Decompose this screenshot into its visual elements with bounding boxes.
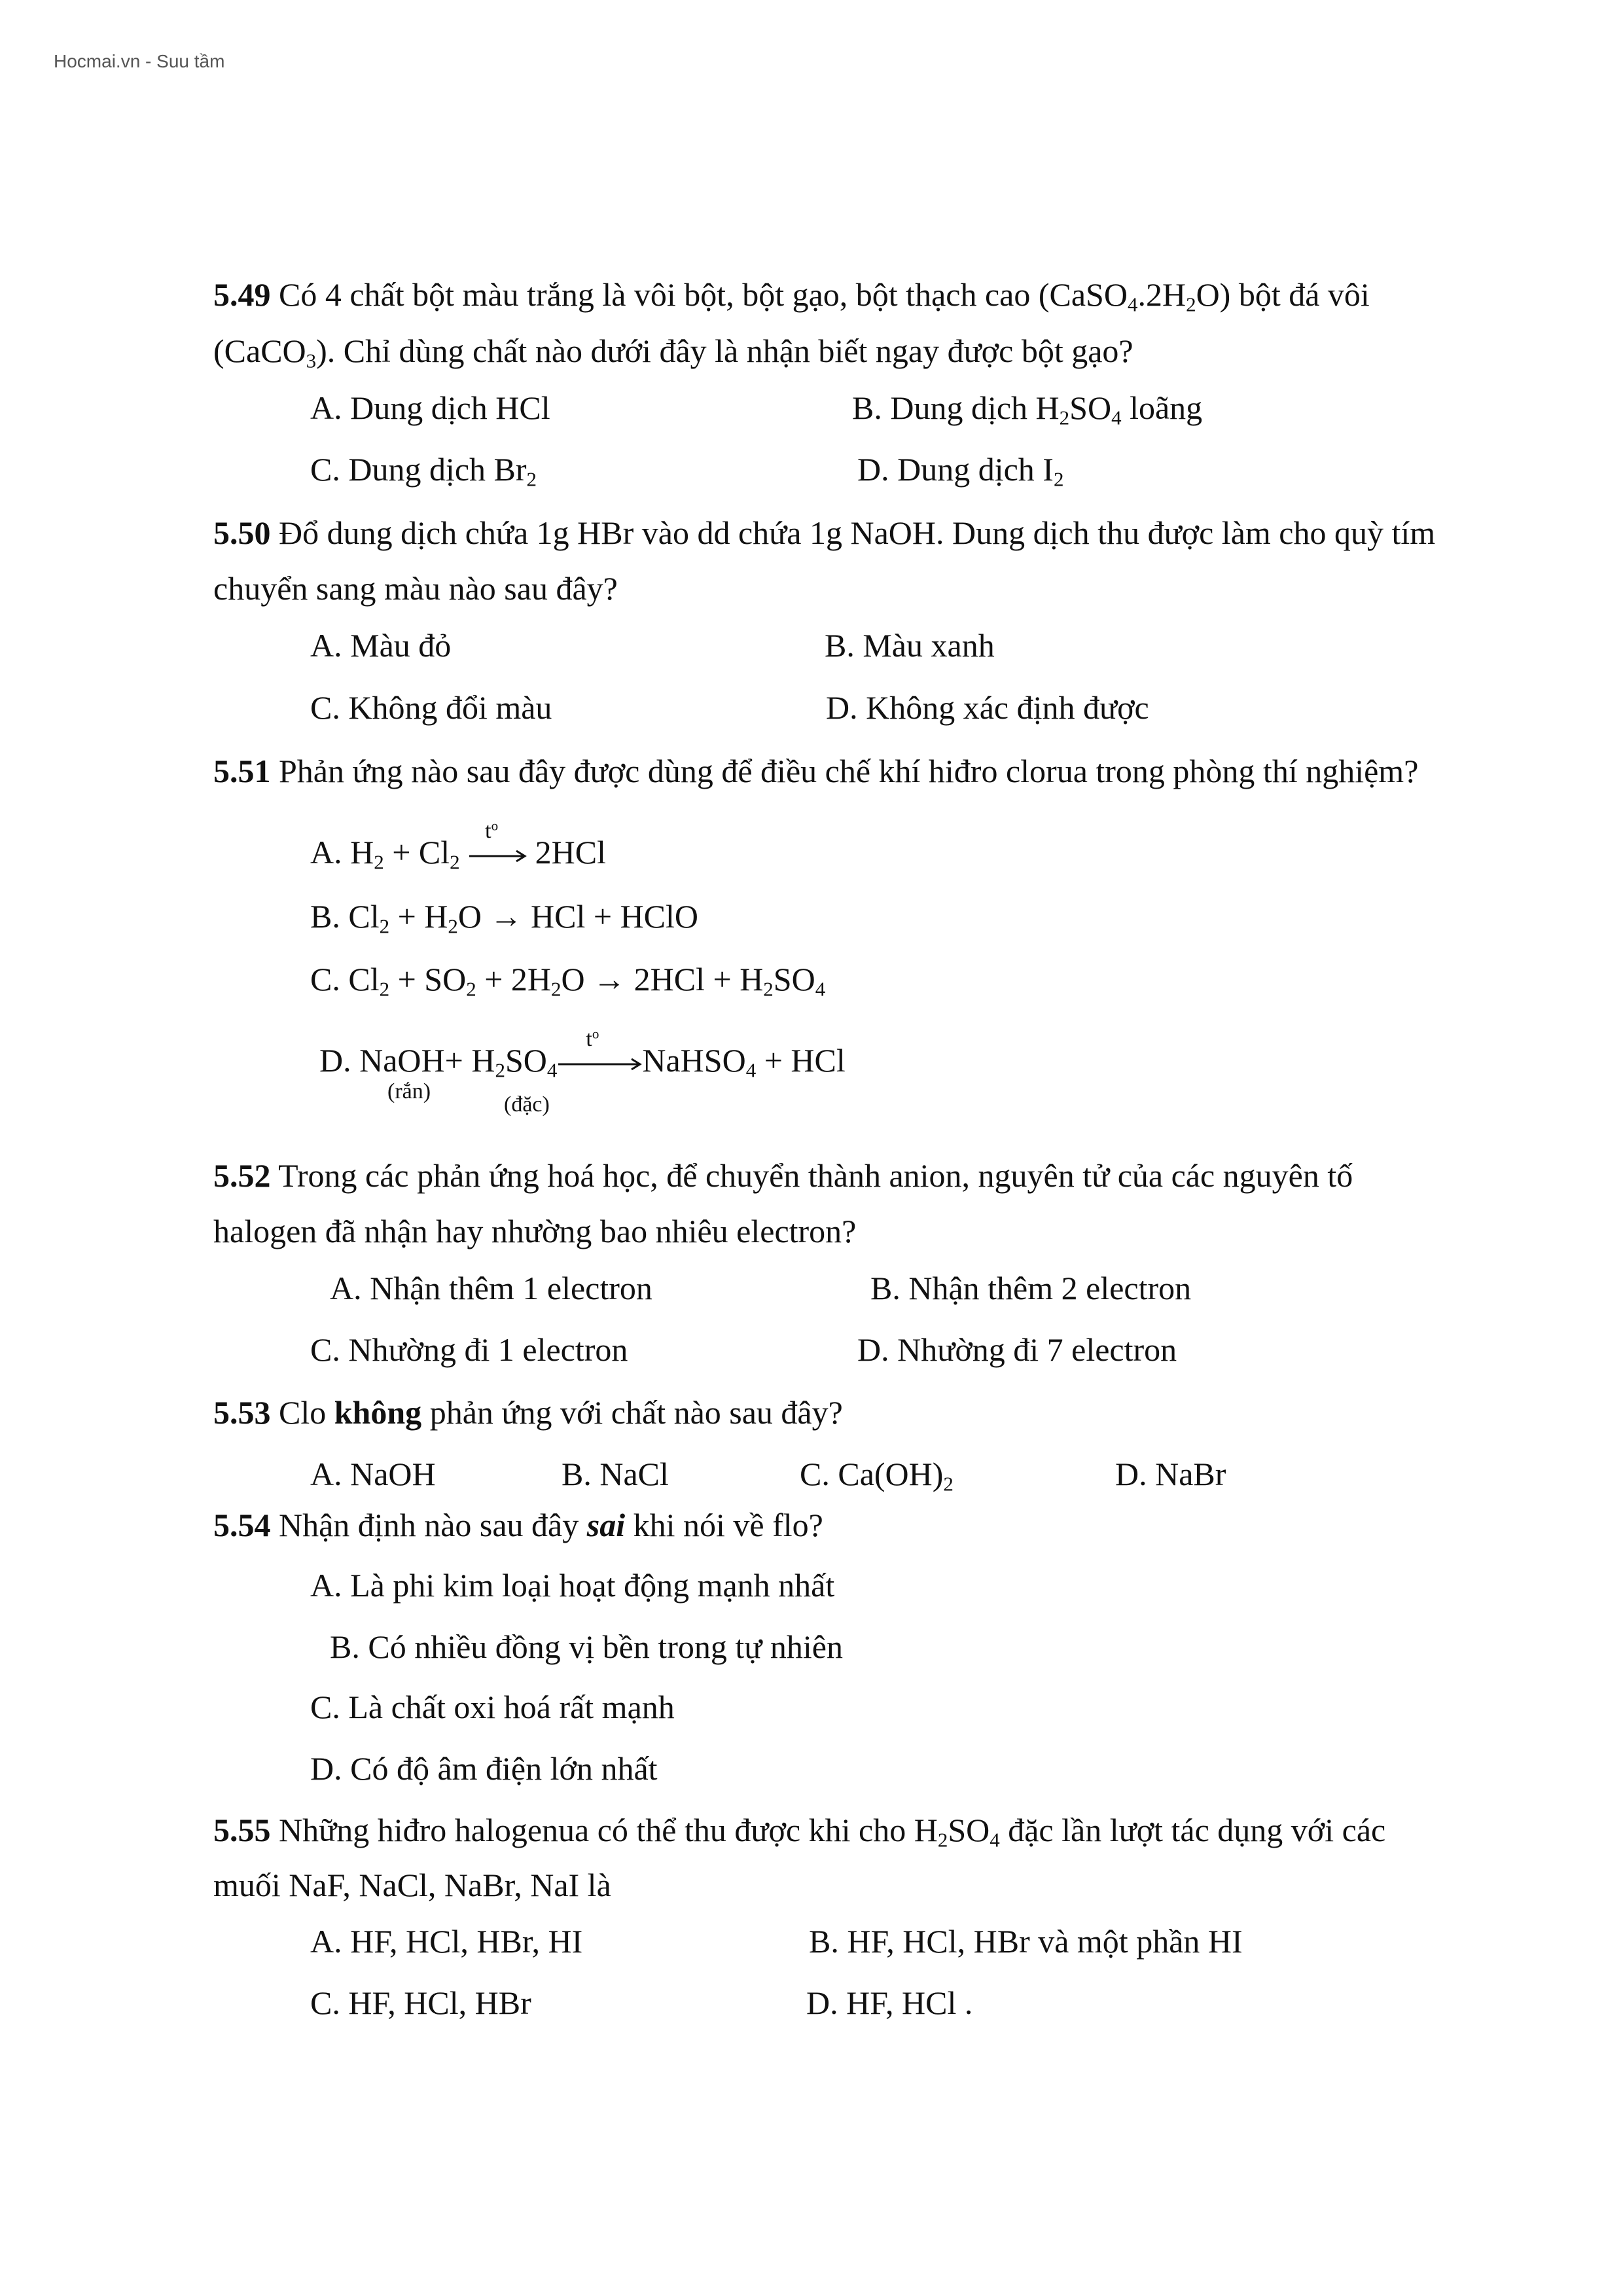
question-5-49-line-1: 5.49 Có 4 chất bột màu trắng là vôi bột, bột gạo, bột thạch cao $(CaSO_4.2H_2O)$ bột đá vôi [213,276,1370,316]
option-5-52-c: C. Nhường đi 1 electron [310,1331,628,1368]
question-5-50-line-2: chuyển sang màu nào sau đây? [213,570,618,607]
option-5-53-c: C. $Ca(OH)_2$ [800,1456,954,1496]
note-dac: (đặc) [504,1092,550,1117]
question-number: 5.51 [213,753,271,789]
question-5-52-line-1: 5.52 Trong các phản ứng hoá học, để chuyển thành anion, nguyên tử của các nguyên tố [213,1157,1353,1194]
option-5-49-d: D. Dung dịch $I_2$ [857,451,1064,491]
option-5-51-c: C. $Cl_2 + SO_2 + 2H_2O \to 2HCl + H_2SO_4$ [310,961,826,1001]
option-5-55-a: A. HF, HCl, HBr, HI [310,1923,583,1960]
option-5-53-d: D. NaBr [1115,1456,1226,1492]
option-5-55-c: C. HF, HCl, HBr [310,1984,531,2021]
option-5-52-b: B. Nhận thêm 2 electron [870,1270,1192,1306]
option-5-52-d: D. Nhường đi 7 electron [857,1331,1177,1368]
option-5-54-b: B. Có nhiều đồng vị bền trong tự nhiên [330,1628,843,1665]
option-5-49-a: A. Dung dịch HCl [310,389,550,426]
watermark: Hocmai.vn - Suu tầm [54,51,225,71]
option-5-53-b: B. NaCl [562,1456,669,1492]
question-number: 5.53 [213,1394,271,1431]
question-5-49-line-2: (CaCO$_3$). Chỉ dùng chất nào dưới đây là nhận biết ngay được bột gạo? [213,332,1133,372]
option-5-55-b: B. HF, HCl, HBr và một phần HI [809,1923,1243,1960]
question-number: 5.49 [213,276,271,313]
question-5-52-line-2: halogen đã nhận hay nhường bao nhiêu electron? [213,1213,857,1249]
question-number: 5.50 [213,514,271,551]
option-5-55-d: D. HF, HCl . [806,1984,973,2021]
option-5-49-b: B. Dung dịch $H_2SO_4$ loãng [852,389,1203,429]
option-5-50-b: B. Màu xanh [825,627,995,664]
question-5-51-line-1: 5.51 Phản ứng nào sau đây được dùng để điều chế khí hiđro clorua trong phòng thí nghiệm? [213,753,1419,789]
arrow-heat: $t^o$ [468,833,527,872]
option-5-52-a: A. Nhận thêm 1 electron [330,1270,652,1306]
question-5-55-line-1: 5.55 Những hiđro halogenua có thể thu được khi cho $H_2SO_4$ đặc lần lượt tác dụng với các [213,1812,1386,1852]
note-ran: (rắn) [387,1079,431,1103]
option-5-54-a: A. Là phi kim loại hoạt động mạnh nhất [310,1567,835,1604]
option-5-50-d: D. Không xác định được [826,689,1149,726]
question-5-53-line-1: 5.53 Clo không phản ứng với chất nào sau đây? [213,1394,843,1431]
option-5-51-b: B. $Cl_2 + H_2O$ → HCl + HClO [310,898,699,938]
question-number: 5.52 [213,1157,271,1194]
question-5-54-line-1: 5.54 Nhận định nào sau đây sai khi nói về flo? [213,1507,823,1543]
question-number: 5.55 [213,1812,271,1848]
option-5-54-d: D. Có độ âm điện lớn nhất [310,1750,658,1787]
question-5-50-line-1: 5.50 Đổ dung dịch chứa 1g HBr vào dd chứa 1g NaOH. Dung dịch thu được làm cho quỳ tím [213,514,1436,551]
option-5-53-a: A. NaOH [310,1456,436,1492]
option-5-50-a: A. Màu đỏ [310,627,452,664]
option-5-49-c: C. Dung dịch $Br_2$ [310,451,537,491]
option-5-50-c: C. Không đổi màu [310,689,552,726]
arrow-heat: $t^o$ [557,1041,642,1080]
option-5-51-d: D. NaOH+ $H_2SO_4$ $t^o$ NaHSO$_4$ + HCl [319,1026,846,1082]
option-5-51-a: A. $H_2 + Cl_2$ $t^o$ 2HCl [310,817,607,874]
question-5-55-line-2: muối NaF, NaCl, NaBr, NaI là [213,1867,611,1903]
option-5-54-c: C. Là chất oxi hoá rất mạnh [310,1689,675,1725]
question-number: 5.54 [213,1507,271,1543]
